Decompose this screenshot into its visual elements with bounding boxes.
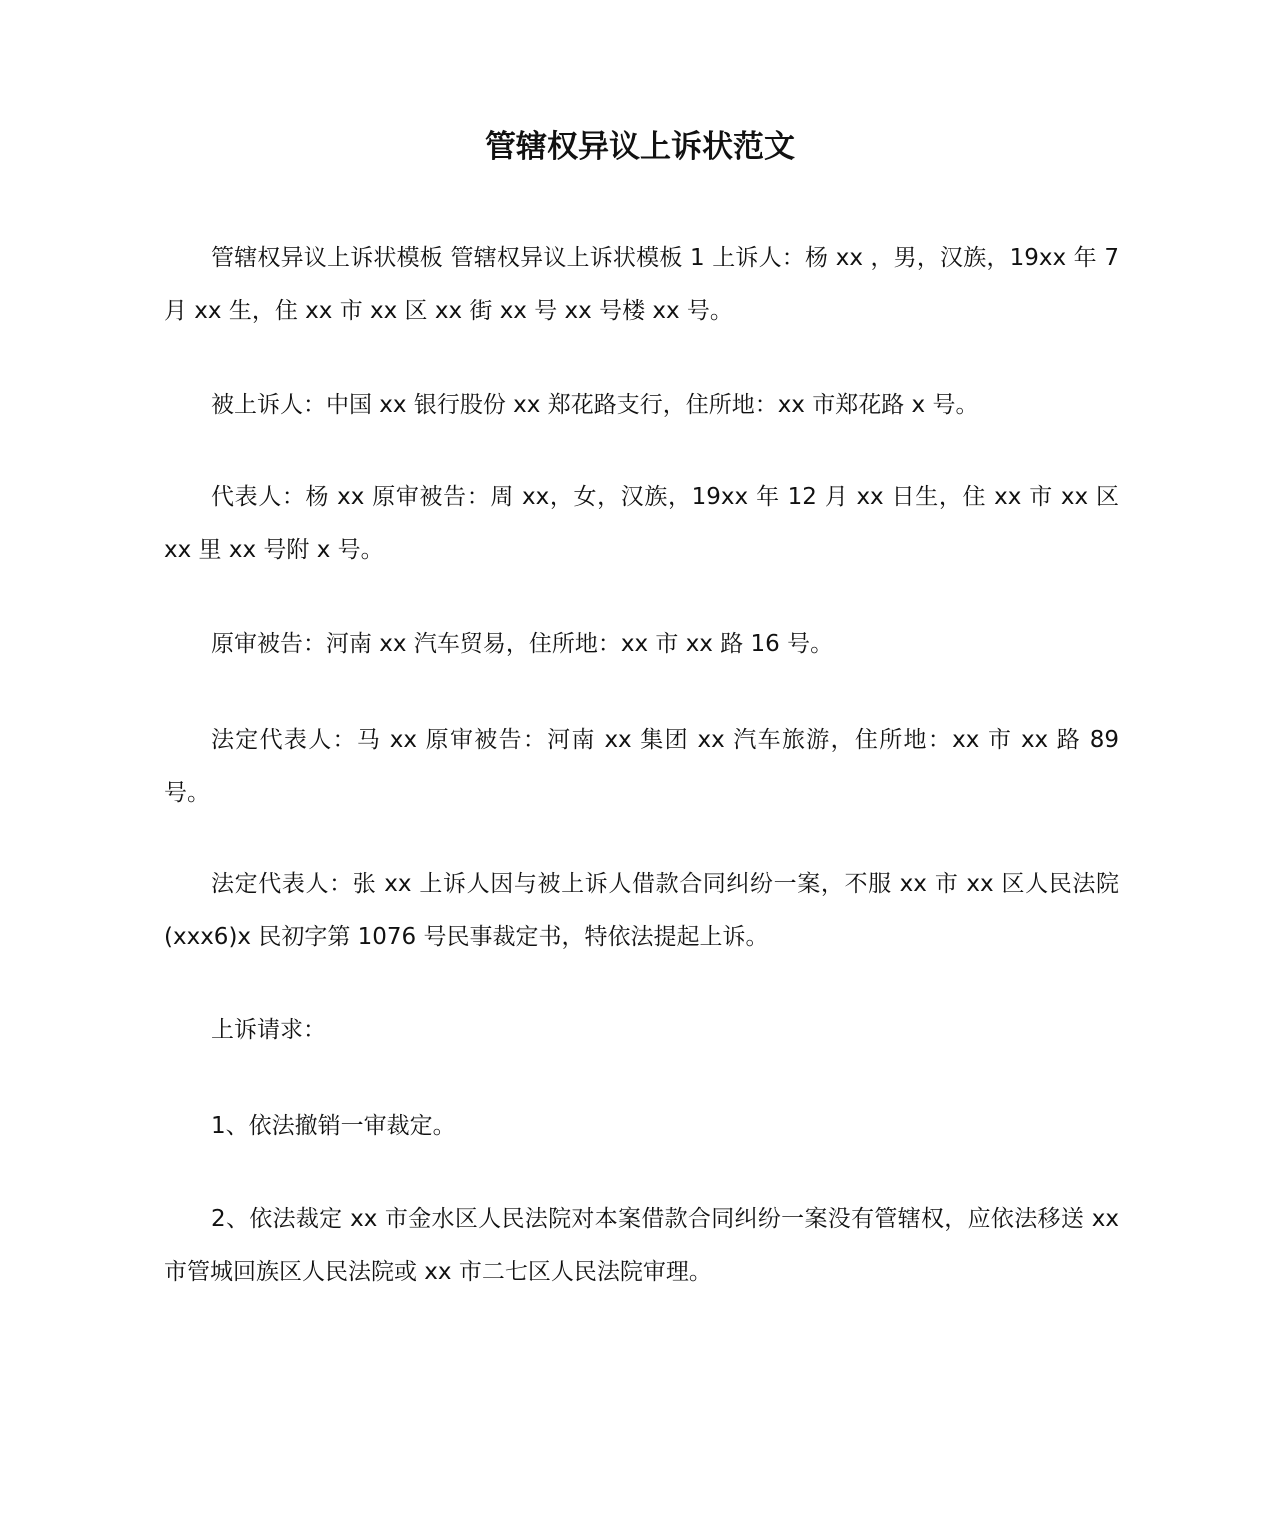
paragraph-representative: 代表人：杨 xx 原审被告：周 xx，女，汉族，19xx 年 12 月 xx 日生，住 xx 市 xx 区 xx 里 xx 号附 x 号。 [164,484,1119,563]
paragraph-defendant-trade: 原审被告：河南 xx 汽车贸易，住所地：xx 市 xx 路 16 号。 [211,631,834,657]
paragraph-appellant: 管辖权异议上诉状模板 管辖权异议上诉状模板 1 上诉人：杨 xx ，男，汉族，19xx 年 7 月 xx 生，住 xx 市 xx 区 xx 街 xx 号 xx 号楼 xx 号。 [164,245,1119,324]
paragraph-appeal-request-heading: 上诉请求： [211,1017,326,1043]
paragraph-legal-rep-ma: 法定代表人：马 xx 原审被告：河南 xx 集团 xx 汽车旅游，住所地：xx 市 xx 路 89 号。 [164,727,1119,806]
paragraph-request-2: 2、依法裁定 xx 市金水区人民法院对本案借款合同纠纷一案没有管辖权，应依法移送 xx 市管城回族区人民法院或 xx 市二七区人民法院审理。 [164,1206,1119,1285]
document-title: 管辖权异议上诉状范文 [485,129,795,165]
paragraph-appellee: 被上诉人：中国 xx 银行股份 xx 郑花路支行，住所地：xx 市郑花路 x 号。 [211,392,979,418]
paragraph-legal-rep-zhang: 法定代表人：张 xx 上诉人因与被上诉人借款合同纠纷一案，不服 xx 市 xx 区人民法院(xxx6)x 民初字第 1076 号民事裁定书，特依法提起上诉。 [164,871,1119,950]
paragraph-request-1: 1、依法撤销一审裁定。 [211,1113,456,1139]
